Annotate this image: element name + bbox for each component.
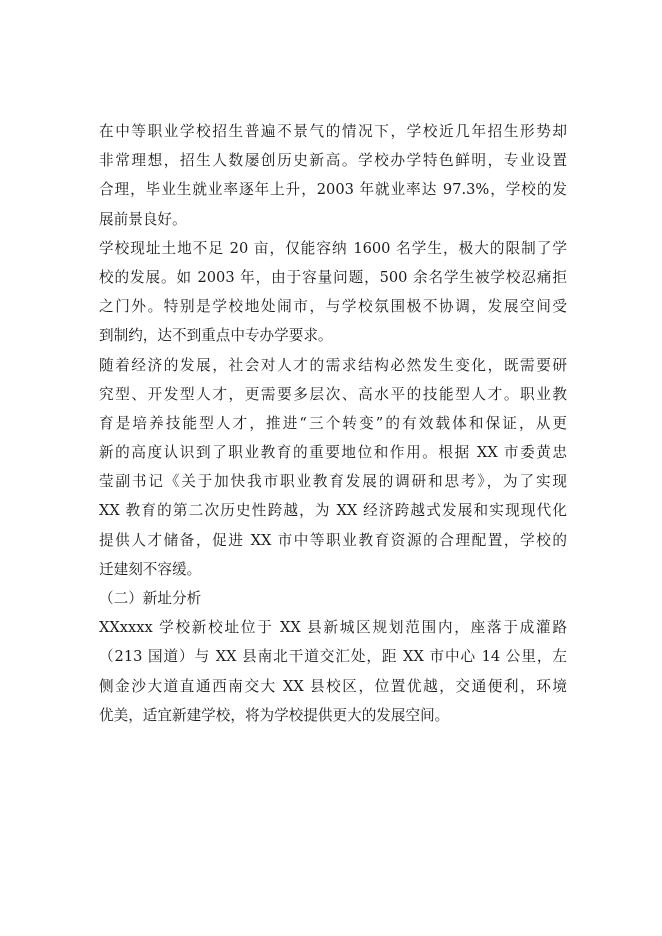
paragraph-site-constraints [99,234,567,351]
text-line: 侧金沙大道直通西南交大 XX 县校区，位置优越，交通便利，环境 [99,677,567,695]
section-heading-text: （二）新址分析 [99,590,202,607]
text-line: 莹副书记《关于加快我市职业教育发展的调研和思考》，为了实现 [99,473,567,491]
text-line: 在中等职业学校招生普遍不景气的情况下，学校近几年招生形势却 [99,123,567,140]
section-heading [99,584,567,613]
text-line: （213 国道）与 XX 县南北干道交汇处，距 XX 市中心 14 公里，左 [99,648,567,666]
text-line: 随着经济的发展，社会对人才的需求结构必然发生变化，既需要研 [99,356,567,374]
text-line: 育是培养技能型人才，推进“三个转变”的有效载体和保证，从更 [99,414,567,432]
text-line: 迁建刻不容缓。 [99,560,202,578]
text-line: 合理，毕业生就业率逐年上升，2003 年就业率达 97.3%，学校的发 [99,181,567,199]
paragraph-enrollment [99,117,567,234]
text-line: 非常理想，招生人数屡创历史新高。学校办学特色鲜明，专业设置 [99,152,567,170]
text-line: 究型、开发型人才，更需要多层次、高水平的技能型人才。职业教 [99,385,567,403]
text-line: 新的高度认识到了职业教育的重要地位和作用。根据 XX 市委黄忠 [99,444,567,462]
text-line: XXxxxx 学校新校址位于 XX 县新城区规划范围内，座落于成灌路 [99,619,567,637]
text-line: 学校现址土地不足 20 亩，仅能容纳 1600 名学生，极大的限制了学 [99,239,567,257]
text-line: XX 教育的第二次历史性跨越，为 XX 经济跨越式发展和实现现代化 [99,502,567,520]
text-line: 到制约，达不到重点中专办学要求。 [99,327,333,345]
paragraph-relocation-necessity [99,351,567,585]
text-line: 展前景良好。 [99,210,187,228]
text-line: 校的发展。如 2003 年，由于容量问题，500 余名学生被学校忍痛拒 [99,268,567,286]
text-line: 优美，适宜新建学校，将为学校提供更大的发展空间。 [99,706,450,724]
document-body [99,117,567,730]
text-line: 之门外。特别是学校地处闹市，与学校氛围极不协调，发展空间受 [99,298,567,316]
text-line: 提供人才储备，促进 XX 市中等职业教育资源的合理配置，学校的 [99,531,567,549]
paragraph-new-site [99,613,567,730]
